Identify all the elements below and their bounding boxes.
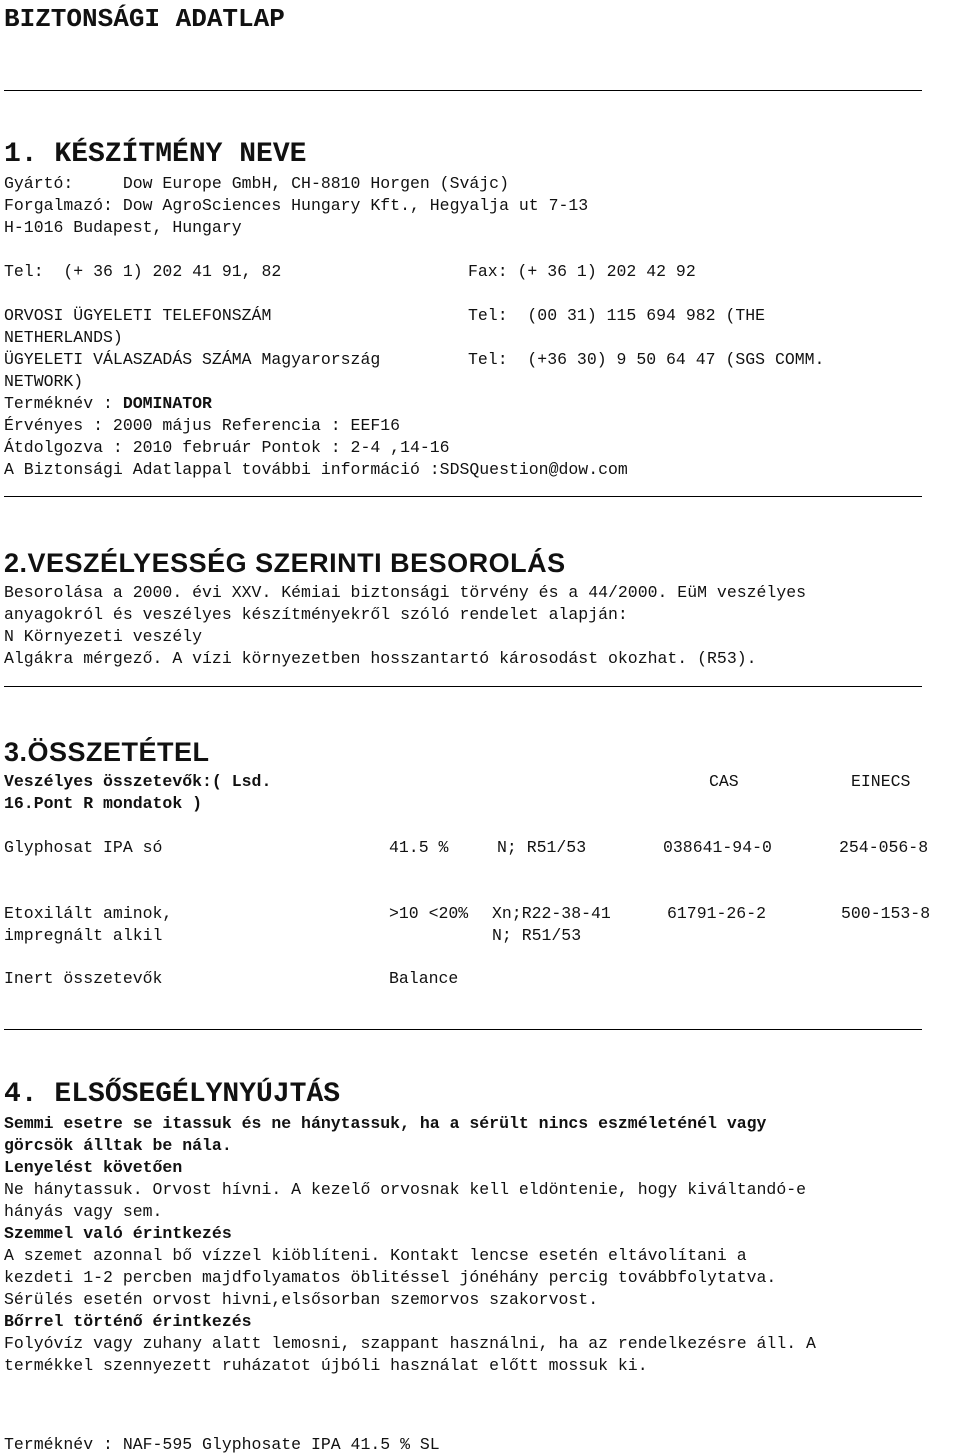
component-concentration: Balance (389, 969, 459, 988)
emergency-response-label: ÜGYELETI VÁLASZADÁS SZÁMA Magyarország (4, 350, 381, 369)
ingestion-line-1: Ne hánytassuk. Orvost hívni. A kezelő orvosnak kell eldöntenie, hogy kiváltandó-e (4, 1180, 807, 1199)
section-4-heading: 4. ELSŐSEGÉLYNYÚJTÁS (4, 1079, 341, 1110)
first-aid-intro-1: Semmi esetre se itassuk és ne hánytassuk, ha a sérült nincs eszméleténél vagy (4, 1114, 767, 1133)
medical-phone-number: Tel: (00 31) 115 694 982 (THE (468, 306, 766, 325)
emergency-response-cont: NETWORK) (4, 372, 84, 391)
divider (4, 1029, 922, 1030)
cas-column-header: CAS (709, 772, 739, 791)
document-title: BIZTONSÁGI ADATLAP (4, 4, 285, 34)
footer-product-name: Terméknév : NAF-595 Glyphosate IPA 41.5 % SL (4, 1435, 440, 1454)
composition-header-line-2: 16.Pont R mondatok ) (4, 794, 203, 813)
more-info-line: A Biztonsági Adatlappal további információ :SDSQuestion@dow.com (4, 460, 628, 479)
ingestion-subheading: Lenyelést követően (4, 1158, 183, 1177)
divider (4, 90, 922, 91)
eye-contact-line-1: A szemet azonnal bő vízzel kiöblíteni. Kontakt lencse esetén eltávolítani a (4, 1246, 747, 1265)
classification-line-4: Algákra mérgező. A vízi környezetben hosszantartó károsodást okozhat. (R53). (4, 649, 757, 668)
component-einecs: 500-153-8 (841, 904, 931, 923)
fax-line: Fax: (+ 36 1) 202 42 92 (468, 262, 696, 281)
emergency-response-number: Tel: (+36 30) 9 50 64 47 (SGS COMM. (468, 350, 825, 369)
validity-line: Érvényes : 2000 május Referencia : EEF16 (4, 416, 401, 435)
component-name-cont: impregnált alkil (4, 926, 163, 945)
first-aid-intro-2: görcsök álltak be nála. (4, 1136, 232, 1155)
eye-contact-subheading: Szemmel való érintkezés (4, 1224, 232, 1243)
component-r-phrase-cont: N; R51/53 (492, 926, 582, 945)
component-concentration: >10 <20% (389, 904, 469, 923)
divider (4, 686, 922, 687)
product-name-value: DOMINATOR (122, 394, 212, 413)
component-name: Inert összetevők (4, 969, 163, 988)
component-cas: 038641-94-0 (663, 838, 772, 857)
component-r-phrase: N; R51/53 (497, 838, 587, 857)
eye-contact-line-3: Sérülés esetén orvost hivni,elsősorban szemorvos szakorvost. (4, 1290, 599, 1309)
classification-line-3: N Környezeti veszély (4, 627, 203, 646)
medical-phone-cont: NETHERLANDS) (4, 328, 123, 347)
divider (4, 496, 922, 497)
einecs-column-header: EINECS (851, 772, 911, 791)
section-3-heading: 3.ÖSSZETÉTEL (4, 737, 210, 767)
component-cas: 61791-26-2 (667, 904, 767, 923)
address-line: H-1016 Budapest, Hungary (4, 218, 242, 237)
skin-contact-line-1: Folyóvíz vagy zuhany alatt lemosni, szappant használni, ha az rendelkezésre áll. A (4, 1334, 816, 1353)
skin-contact-line-2: termékkel szennyezett ruházatot újbóli használat előtt mossuk ki. (4, 1356, 648, 1375)
composition-header-line-1: Veszélyes összetevők:( Lsd. (4, 772, 272, 791)
manufacturer-line: Gyártó: Dow Europe GmbH, CH-8810 Horgen (Svájc) (4, 174, 509, 193)
skin-contact-subheading: Bőrrel történő érintkezés (4, 1312, 252, 1331)
distributor-line: Forgalmazó: Dow AgroSciences Hungary Kft., Hegyalja ut 7-13 (4, 196, 589, 215)
component-concentration: 41.5 % (389, 838, 449, 857)
component-name: Etoxilált aminok, (4, 904, 173, 923)
section-1-heading: 1. KÉSZÍTMÉNY NEVE (4, 139, 307, 170)
eye-contact-line-2: kezdeti 1-2 percben majdfolyamatos öblitéssel jónéhány percig továbbfolytatva. (4, 1268, 777, 1287)
component-einecs: 254-056-8 (839, 838, 929, 857)
product-name-label: Terméknév : (4, 394, 123, 413)
classification-line-1: Besorolása a 2000. évi XXV. Kémiai biztonsági törvény és a 44/2000. EüM veszélyes (4, 583, 807, 602)
phone-line: Tel: (+ 36 1) 202 41 91, 82 (4, 262, 282, 281)
component-r-phrase: Xn;R22-38-41 (492, 904, 611, 923)
section-2-heading: 2.VESZÉLYESSÉG SZERINTI BESOROLÁS (4, 548, 566, 578)
ingestion-line-2: hányás vagy sem. (4, 1202, 163, 1221)
medical-phone-label: ORVOSI ÜGYELETI TELEFONSZÁM (4, 306, 272, 325)
component-name: Glyphosat IPA só (4, 838, 163, 857)
revision-line: Átdolgozva : 2010 február Pontok : 2-4 ,14-16 (4, 438, 450, 457)
classification-line-2: anyagokról és veszélyes készítményekről szóló rendelet alapján: (4, 605, 628, 624)
product-name-line (4, 393, 212, 415)
